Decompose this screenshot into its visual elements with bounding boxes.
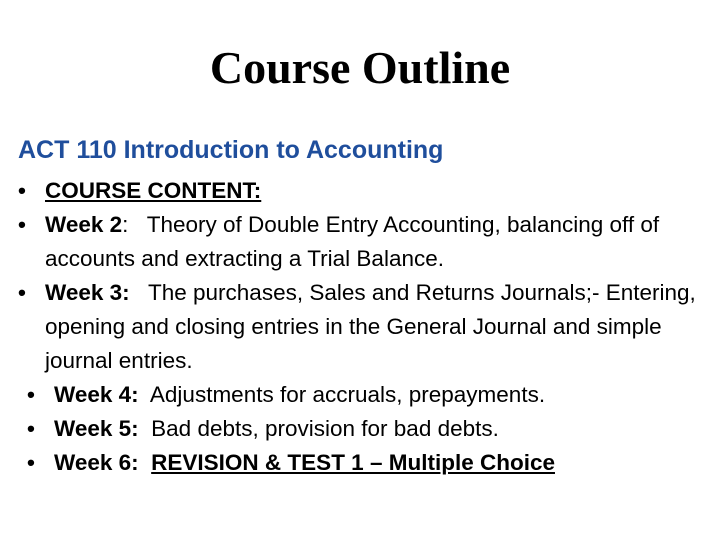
list-item-week-5: [18, 412, 708, 446]
separator: [139, 416, 152, 441]
bullet-icon: •: [18, 178, 26, 203]
list-item-week-2: [18, 208, 708, 276]
week-label: Week 2: [45, 212, 123, 237]
separator: [139, 382, 150, 407]
week-label: Week 4:: [54, 382, 139, 407]
bullet-icon: •: [27, 416, 35, 441]
course-content-heading: COURSE CONTENT:: [45, 178, 262, 203]
week-description: Bad debts, provision for bad debts.: [151, 416, 499, 441]
bullet-icon: •: [18, 212, 26, 237]
bullet-icon: •: [27, 450, 35, 475]
week-label: Week 6:: [54, 450, 139, 475]
week-label: Week 3:: [45, 280, 130, 305]
week-description: Theory of Double Entry Accounting, balancing off of accounts and extracting a Trial Balance.: [45, 212, 660, 271]
week-label-colon: :: [122, 212, 129, 237]
list-item-week-6: [18, 446, 708, 480]
list-item-course-content: [18, 174, 708, 208]
separator: [130, 280, 148, 305]
separator: [139, 450, 152, 475]
week-description-revision: REVISION & TEST 1 – Multiple Choice: [151, 450, 555, 475]
list-item-week-3: [18, 276, 708, 378]
bullet-icon: •: [18, 280, 26, 305]
week-description: Adjustments for accruals, prepayments.: [149, 382, 546, 407]
separator: [128, 212, 146, 237]
course-name: ACT 110 Introduction to Accounting: [18, 136, 444, 164]
course-content-list: [18, 174, 708, 480]
week-description: The purchases, Sales and Returns Journals;- Entering, opening and closing entries in the General Journal and simple journal entries.: [45, 280, 696, 373]
week-label: Week 5:: [54, 416, 139, 441]
list-item-week-4: [18, 378, 708, 412]
bullet-icon: •: [27, 382, 35, 407]
slide-title: Course Outline: [209, 42, 511, 93]
